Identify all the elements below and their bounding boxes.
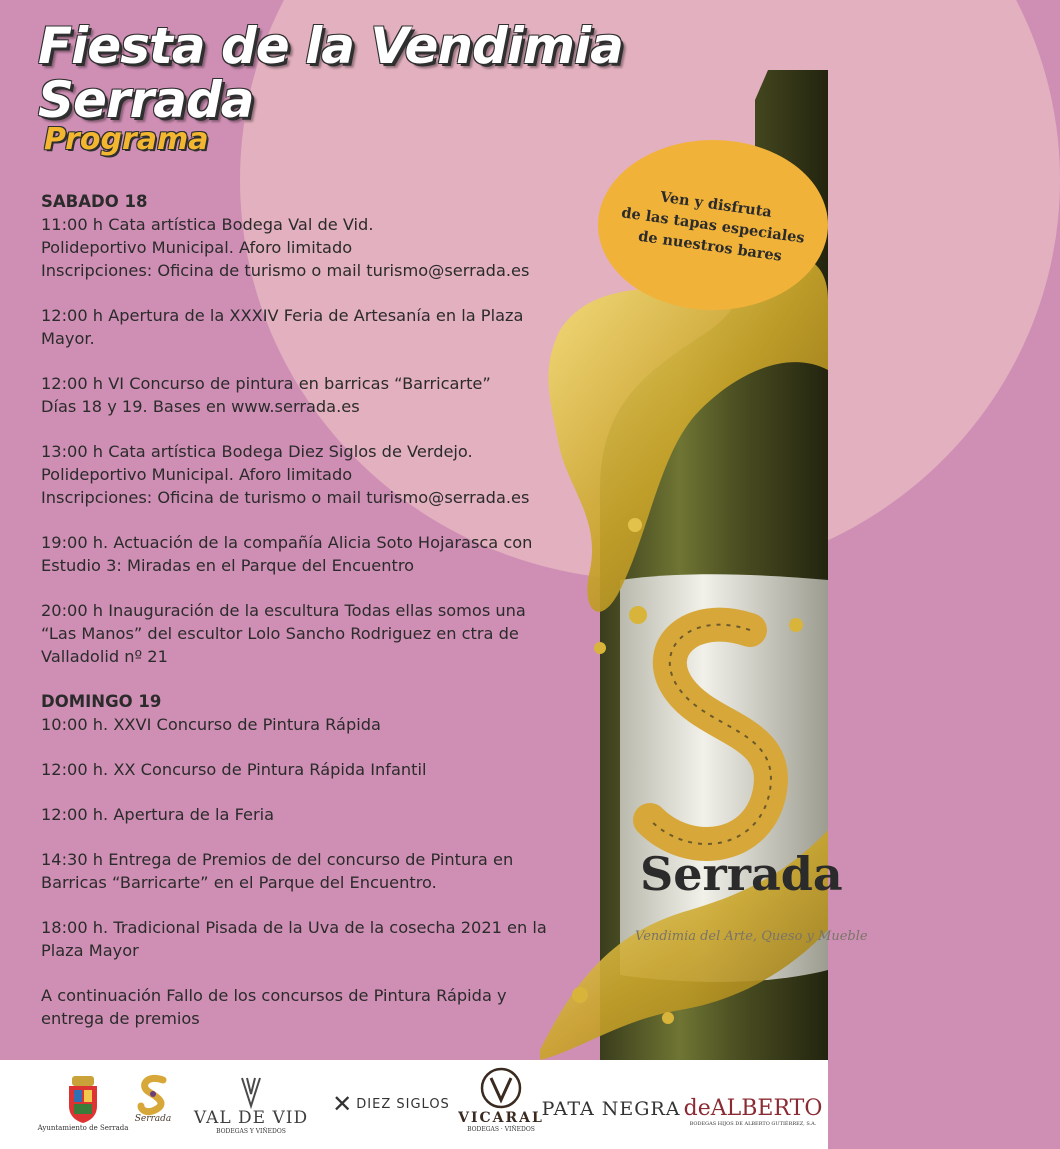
- vicaral-sub: BODEGAS · VIÑEDOS: [467, 1126, 535, 1133]
- program-item: 19:00 h. Actuación de la compañía Alicia Soto Hojarasca con Estudio 3: Miradas en el Parque del Encuentro: [41, 533, 533, 575]
- serrada-mosaic-icon: [135, 1074, 171, 1114]
- program-item: A continuación Fallo de los concursos de Pintura Rápida y entrega de premios: [41, 986, 507, 1028]
- sponsors-footer: [0, 1060, 828, 1149]
- diez-siglos-logo: [328, 1090, 454, 1118]
- program-item: 20:00 h Inauguración de la escultura Todas ellas somos una “Las Manos” del escultor Lolo Sancho Rodriguez en ctra de Valladolid nº 21: [41, 601, 526, 666]
- bottle-tagline: Vendimia del Arte, Queso y Mueble: [635, 929, 868, 944]
- pata-negra-label: PATA NEGRA: [541, 1098, 681, 1120]
- ayuntamiento-logo: [38, 1074, 128, 1132]
- program-list: [41, 190, 581, 1030]
- de-alberto-label: deALBERTO: [683, 1096, 823, 1121]
- pata-negra-logo: [541, 1098, 681, 1120]
- day-heading-sunday: DOMINGO 19: [41, 692, 162, 711]
- program-item: 13:00 h Cata artística Bodega Diez Siglos de Verdejo. Polideportivo Municipal. Aforo limitado Inscripciones: Oficina de turismo o mail turismo@serrada.es: [41, 442, 530, 507]
- diez-siglos-x-icon: ✕: [332, 1090, 353, 1118]
- program-item: 12:00 h. XX Concurso de Pintura Rápida Infantil: [41, 760, 427, 779]
- program-item: 18:00 h. Tradicional Pisada de la Uva de la cosecha 2021 en la Plaza Mayor: [41, 918, 547, 960]
- page-subtitle: Programa: [44, 122, 209, 157]
- bottle-brand: Serrada: [640, 847, 843, 901]
- serrada-label: Serrada: [134, 1114, 172, 1124]
- val-de-vid-label: VAL DE VID: [193, 1108, 309, 1128]
- de-alberto-logo: [683, 1096, 823, 1127]
- vicaral-emblem-icon: [479, 1066, 523, 1110]
- tapas-bubble: [598, 140, 828, 310]
- vicaral-logo: [456, 1066, 546, 1133]
- page-title-town: Serrada: [38, 71, 254, 129]
- diez-siglos-label: DIEZ SIGLOS: [356, 1096, 450, 1112]
- program-item: 12:00 h Apertura de la XXXIV Feria de Artesanía en la Plaza Mayor.: [41, 306, 524, 348]
- program-item: 10:00 h. XXVI Concurso de Pintura Rápida: [41, 715, 381, 734]
- program-item: 12:00 h. Apertura de la Feria: [41, 805, 275, 824]
- val-de-vid-sub: BODEGAS Y VIÑEDOS: [216, 1128, 286, 1135]
- vicaral-label: VICARAL: [458, 1110, 544, 1126]
- de-alberto-sub: BODEGAS HIJOS DE ALBERTO GUTIÉRREZ, S.A.: [689, 1121, 817, 1127]
- program-item: 11:00 h Cata artística Bodega Val de Vid. Polideportivo Municipal. Aforo limitado Inscripciones: Oficina de turismo o mail turismo@serrada.es: [41, 215, 530, 280]
- day-heading-saturday: SABADO 18: [41, 192, 148, 211]
- page-title: Fiesta de la Vendimia: [38, 17, 623, 75]
- ayuntamiento-label: Ayuntamiento de Serrada: [37, 1124, 129, 1132]
- program-item: 12:00 h VI Concurso de pintura en barricas “Barricarte” Días 18 y 19. Bases en www.serrada.es: [41, 374, 491, 416]
- program-item: 14:30 h Entrega de Premios de del concurso de Pintura en Barricas “Barricarte” en el Parque del Encuentro.: [41, 850, 514, 892]
- tapas-bubble-text: Ven y disfruta de las tapas especiales de nuestros bares: [620, 187, 806, 265]
- serrada-logo: [128, 1074, 178, 1124]
- val-de-vid-logo: [193, 1076, 309, 1135]
- val-de-vid-v-icon: [240, 1076, 262, 1108]
- coat-of-arms-icon: [66, 1074, 100, 1124]
